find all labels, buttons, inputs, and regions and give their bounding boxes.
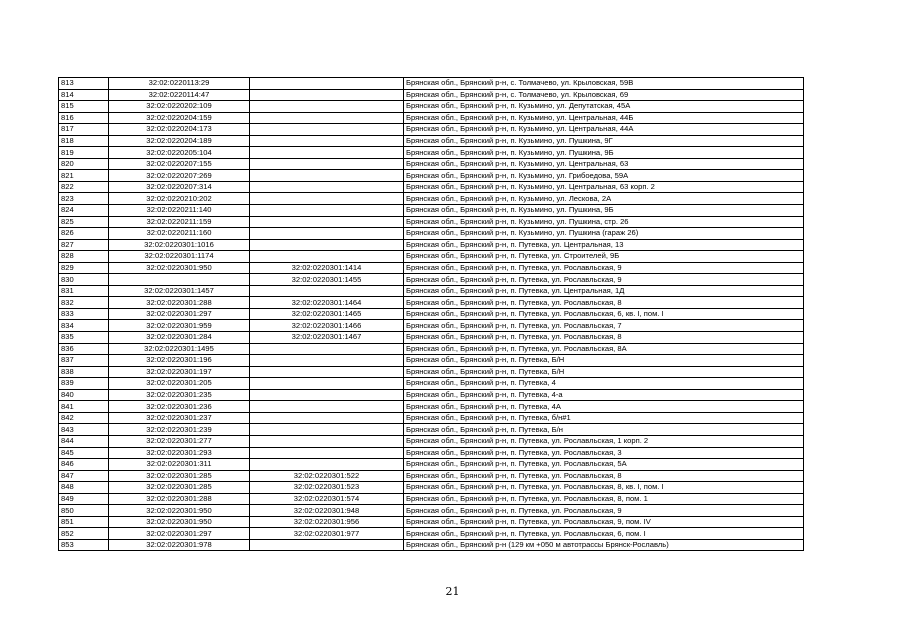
table-row xyxy=(59,181,804,193)
table-row xyxy=(59,539,804,551)
row-number-cell: 828 xyxy=(59,251,109,263)
related-cadastral-number-cell: 32:02:0220301:1464 xyxy=(250,297,404,309)
cadastral-number-cell: 32:02:0220301:196 xyxy=(109,355,250,367)
cadastral-number-cell: 32:02:0220113:29 xyxy=(109,78,250,90)
related-cadastral-number-cell xyxy=(250,216,404,228)
table-row xyxy=(59,482,804,494)
table-row xyxy=(59,101,804,113)
cadastral-number-cell: 32:02:0220301:297 xyxy=(109,528,250,540)
address-cell: Брянская обл., Брянский р-н, п. Кузьмино, ул. Пушкина, стр. 26 xyxy=(404,216,804,228)
cadastral-number-cell: 32:02:0220301:205 xyxy=(109,378,250,390)
table-row xyxy=(59,505,804,517)
address-cell: Брянская обл., Брянский р-н, п. Путевка, ул. Рославльская, 9 xyxy=(404,505,804,517)
row-number-cell: 819 xyxy=(59,147,109,159)
row-number-cell: 839 xyxy=(59,378,109,390)
table-row xyxy=(59,89,804,101)
cadastral-number-cell: 32:02:0220202:109 xyxy=(109,101,250,113)
address-cell: Брянская обл., Брянский р-н, п. Кузьмино, ул. Пушкина, 9Б xyxy=(404,205,804,217)
address-cell: Брянская обл., Брянский р-н, п. Путевка, ул. Рославльская, 8 xyxy=(404,297,804,309)
related-cadastral-number-cell xyxy=(250,378,404,390)
cadastral-number-cell: 32:02:0220204:159 xyxy=(109,112,250,124)
row-number-cell: 838 xyxy=(59,366,109,378)
related-cadastral-number-cell xyxy=(250,412,404,424)
row-number-cell: 814 xyxy=(59,89,109,101)
address-cell: Брянская обл., Брянский р-н, п. Кузьмино, ул. Центральная, 44Б xyxy=(404,112,804,124)
cadastral-number-cell: 32:02:0220205:104 xyxy=(109,147,250,159)
row-number-cell: 841 xyxy=(59,401,109,413)
related-cadastral-number-cell xyxy=(250,181,404,193)
row-number-cell: 825 xyxy=(59,216,109,228)
cadastral-number-cell: 32:02:0220204:173 xyxy=(109,124,250,136)
row-number-cell: 849 xyxy=(59,493,109,505)
address-cell: Брянская обл., Брянский р-н, п. Кузьмино, ул. Центральная, 63 корп. 2 xyxy=(404,181,804,193)
related-cadastral-number-cell: 32:02:0220301:1465 xyxy=(250,308,404,320)
address-cell: Брянская обл., Брянский р-н, п. Путевка, ул. Центральная, 13 xyxy=(404,239,804,251)
related-cadastral-number-cell xyxy=(250,424,404,436)
related-cadastral-number-cell: 32:02:0220301:1467 xyxy=(250,332,404,344)
cadastral-number-cell: 32:02:0220301:285 xyxy=(109,482,250,494)
address-cell: Брянская обл., Брянский р-н, п. Путевка, 4 xyxy=(404,378,804,390)
related-cadastral-number-cell xyxy=(250,251,404,263)
table-row xyxy=(59,332,804,344)
related-cadastral-number-cell xyxy=(250,124,404,136)
address-cell: Брянская обл., Брянский р-н, п. Путевка, ул. Рославльская, 7 xyxy=(404,320,804,332)
row-number-cell: 832 xyxy=(59,297,109,309)
related-cadastral-number-cell xyxy=(250,158,404,170)
row-number-cell: 846 xyxy=(59,459,109,471)
table-row xyxy=(59,274,804,286)
table-row xyxy=(59,389,804,401)
cadastral-number-cell: 32:02:0220211:159 xyxy=(109,216,250,228)
address-cell: Брянская обл., Брянский р-н, п. Путевка, ул. Рославльская, 8А xyxy=(404,343,804,355)
cadastral-number-cell: 32:02:0220301:1457 xyxy=(109,285,250,297)
related-cadastral-number-cell xyxy=(250,435,404,447)
cadastral-number-cell: 32:02:0220301:197 xyxy=(109,366,250,378)
related-cadastral-number-cell: 32:02:0220301:1414 xyxy=(250,262,404,274)
cadastral-number-cell: 32:02:0220301:235 xyxy=(109,389,250,401)
table-row xyxy=(59,135,804,147)
related-cadastral-number-cell xyxy=(250,355,404,367)
related-cadastral-number-cell xyxy=(250,239,404,251)
table-row xyxy=(59,147,804,159)
table-row xyxy=(59,193,804,205)
address-cell: Брянская обл., Брянский р-н, п. Путевка, б/н#1 xyxy=(404,412,804,424)
row-number-cell: 830 xyxy=(59,274,109,286)
row-number-cell: 833 xyxy=(59,308,109,320)
table-row xyxy=(59,516,804,528)
table-row xyxy=(59,493,804,505)
row-number-cell: 837 xyxy=(59,355,109,367)
table-row xyxy=(59,308,804,320)
cadastral-number-cell: 32:02:0220301:288 xyxy=(109,493,250,505)
related-cadastral-number-cell xyxy=(250,447,404,459)
cadastral-number-cell: 32:02:0220301:959 xyxy=(109,320,250,332)
registry-table xyxy=(58,77,804,551)
row-number-cell: 840 xyxy=(59,389,109,401)
registry-table-body xyxy=(59,78,804,551)
cadastral-number-cell: 32:02:0220301:950 xyxy=(109,262,250,274)
cadastral-number-cell: 32:02:0220301:284 xyxy=(109,332,250,344)
address-cell: Брянская обл., Брянский р-н, п. Путевка, ул. Строителей, 9Б xyxy=(404,251,804,263)
table-row xyxy=(59,401,804,413)
address-cell: Брянская обл., Брянский р-н, п. Путевка, ул. Рославльская, 3 xyxy=(404,447,804,459)
table-row xyxy=(59,216,804,228)
address-cell: Брянская обл., Брянский р-н, п. Путевка, ул. Рославльская, 6, кв. I, пом. I xyxy=(404,308,804,320)
address-cell: Брянская обл., Брянский р-н, с. Толмачево, ул. Крыловская, 69 xyxy=(404,89,804,101)
cadastral-number-cell: 32:02:0220211:160 xyxy=(109,228,250,240)
row-number-cell: 821 xyxy=(59,170,109,182)
related-cadastral-number-cell xyxy=(250,366,404,378)
table-row xyxy=(59,343,804,355)
cadastral-number-cell: 32:02:0220301:285 xyxy=(109,470,250,482)
cadastral-number-cell: 32:02:0220207:155 xyxy=(109,158,250,170)
address-cell: Брянская обл., Брянский р-н, п. Путевка, ул. Центральная, 1Д xyxy=(404,285,804,297)
address-cell: Брянская обл., Брянский р-н, п. Кузьмино, ул. Пушкина, 9Г xyxy=(404,135,804,147)
row-number-cell: 816 xyxy=(59,112,109,124)
row-number-cell: 815 xyxy=(59,101,109,113)
table-row xyxy=(59,124,804,136)
cadastral-number-cell: 32:02:0220114:47 xyxy=(109,89,250,101)
cadastral-number-cell xyxy=(109,274,250,286)
table-row xyxy=(59,297,804,309)
table-row xyxy=(59,459,804,471)
related-cadastral-number-cell xyxy=(250,147,404,159)
cadastral-number-cell: 32:02:0220301:950 xyxy=(109,516,250,528)
row-number-cell: 829 xyxy=(59,262,109,274)
table-row xyxy=(59,320,804,332)
related-cadastral-number-cell xyxy=(250,389,404,401)
cadastral-number-cell: 32:02:0220301:1016 xyxy=(109,239,250,251)
table-row xyxy=(59,228,804,240)
address-cell: Брянская обл., Брянский р-н, п. Кузьмино, ул. Центральная, 44А xyxy=(404,124,804,136)
cadastral-number-cell: 32:02:0220301:293 xyxy=(109,447,250,459)
related-cadastral-number-cell xyxy=(250,228,404,240)
row-number-cell: 831 xyxy=(59,285,109,297)
related-cadastral-number-cell xyxy=(250,539,404,551)
address-cell: Брянская обл., Брянский р-н, с. Толмачево, ул. Крыловская, 59В xyxy=(404,78,804,90)
address-cell: Брянская обл., Брянский р-н, п. Кузьмино, ул. Грибоедова, 59А xyxy=(404,170,804,182)
address-cell: Брянская обл., Брянский р-н, п. Путевка, ул. Рославльская, 8, кв. I, пом. I xyxy=(404,482,804,494)
related-cadastral-number-cell xyxy=(250,343,404,355)
address-cell: Брянская обл., Брянский р-н, п. Кузьмино, ул. Депутатская, 45А xyxy=(404,101,804,113)
cadastral-number-cell: 32:02:0220301:237 xyxy=(109,412,250,424)
address-cell: Брянская обл., Брянский р-н, п. Путевка, ул. Рославльская, 8, пом. 1 xyxy=(404,493,804,505)
page-number: 21 xyxy=(445,585,460,598)
cadastral-number-cell: 32:02:0220207:314 xyxy=(109,181,250,193)
table-row xyxy=(59,239,804,251)
cadastral-number-cell: 32:02:0220301:311 xyxy=(109,459,250,471)
table-row xyxy=(59,78,804,90)
address-cell: Брянская обл., Брянский р-н, п. Кузьмино, ул. Лескова, 2А xyxy=(404,193,804,205)
cadastral-number-cell: 32:02:0220301:277 xyxy=(109,435,250,447)
cadastral-number-cell: 32:02:0220204:189 xyxy=(109,135,250,147)
row-number-cell: 818 xyxy=(59,135,109,147)
related-cadastral-number-cell xyxy=(250,459,404,471)
row-number-cell: 824 xyxy=(59,205,109,217)
related-cadastral-number-cell: 32:02:0220301:1466 xyxy=(250,320,404,332)
row-number-cell: 851 xyxy=(59,516,109,528)
address-cell: Брянская обл., Брянский р-н, п. Кузьмино, ул. Пушкина, 9Б xyxy=(404,147,804,159)
row-number-cell: 822 xyxy=(59,181,109,193)
related-cadastral-number-cell xyxy=(250,101,404,113)
address-cell: Брянская обл., Брянский р-н, п. Путевка, Б/Н xyxy=(404,355,804,367)
address-cell: Брянская обл., Брянский р-н, п. Кузьмино, ул. Пушкина (гараж 26) xyxy=(404,228,804,240)
row-number-cell: 820 xyxy=(59,158,109,170)
table-row xyxy=(59,447,804,459)
related-cadastral-number-cell: 32:02:0220301:948 xyxy=(250,505,404,517)
table-row xyxy=(59,170,804,182)
address-cell: Брянская обл., Брянский р-н, п. Путевка, ул. Рославльская, 5А xyxy=(404,459,804,471)
table-row xyxy=(59,412,804,424)
address-cell: Брянская обл., Брянский р-н, п. Путевка, Б/Н xyxy=(404,366,804,378)
row-number-cell: 845 xyxy=(59,447,109,459)
related-cadastral-number-cell xyxy=(250,205,404,217)
row-number-cell: 847 xyxy=(59,470,109,482)
address-cell: Брянская обл., Брянский р-н, п. Путевка, 4А xyxy=(404,401,804,413)
row-number-cell: 850 xyxy=(59,505,109,517)
table-row xyxy=(59,470,804,482)
related-cadastral-number-cell: 32:02:0220301:977 xyxy=(250,528,404,540)
table-row xyxy=(59,435,804,447)
cadastral-number-cell: 32:02:0220210:202 xyxy=(109,193,250,205)
row-number-cell: 826 xyxy=(59,228,109,240)
address-cell: Брянская обл., Брянский р-н, п. Путевка, ул. Рославльская, 1 корп. 2 xyxy=(404,435,804,447)
related-cadastral-number-cell xyxy=(250,135,404,147)
address-cell: Брянская обл., Брянский р-н, п. Путевка, ул. Рославльская, 8 xyxy=(404,470,804,482)
row-number-cell: 843 xyxy=(59,424,109,436)
row-number-cell: 813 xyxy=(59,78,109,90)
cadastral-number-cell: 32:02:0220211:140 xyxy=(109,205,250,217)
row-number-cell: 844 xyxy=(59,435,109,447)
related-cadastral-number-cell: 32:02:0220301:574 xyxy=(250,493,404,505)
row-number-cell: 835 xyxy=(59,332,109,344)
address-cell: Брянская обл., Брянский р-н, п. Кузьмино, ул. Центральная, 63 xyxy=(404,158,804,170)
row-number-cell: 836 xyxy=(59,343,109,355)
related-cadastral-number-cell: 32:02:0220301:523 xyxy=(250,482,404,494)
cadastral-number-cell: 32:02:0220301:239 xyxy=(109,424,250,436)
address-cell: Брянская обл., Брянский р-н, п. Путевка, ул. Рославльская, 9, пом. IV xyxy=(404,516,804,528)
table-row xyxy=(59,378,804,390)
related-cadastral-number-cell xyxy=(250,401,404,413)
table-row xyxy=(59,251,804,263)
cadastral-number-cell: 32:02:0220301:288 xyxy=(109,297,250,309)
address-cell: Брянская обл., Брянский р-н, п. Путевка, ул. Рославльская, 6, пом. I xyxy=(404,528,804,540)
related-cadastral-number-cell: 32:02:0220301:1455 xyxy=(250,274,404,286)
related-cadastral-number-cell: 32:02:0220301:522 xyxy=(250,470,404,482)
cadastral-number-cell: 32:02:0220301:297 xyxy=(109,308,250,320)
table-row xyxy=(59,285,804,297)
related-cadastral-number-cell: 32:02:0220301:956 xyxy=(250,516,404,528)
address-cell: Брянская обл., Брянский р-н, п. Путевка, 4-а xyxy=(404,389,804,401)
cadastral-number-cell: 32:02:0220301:1495 xyxy=(109,343,250,355)
row-number-cell: 842 xyxy=(59,412,109,424)
table-row xyxy=(59,424,804,436)
related-cadastral-number-cell xyxy=(250,285,404,297)
address-cell: Брянская обл., Брянский р-н, п. Путевка, ул. Рославльская, 9 xyxy=(404,274,804,286)
related-cadastral-number-cell xyxy=(250,78,404,90)
related-cadastral-number-cell xyxy=(250,89,404,101)
row-number-cell: 853 xyxy=(59,539,109,551)
table-row xyxy=(59,158,804,170)
cadastral-number-cell: 32:02:0220207:269 xyxy=(109,170,250,182)
related-cadastral-number-cell xyxy=(250,112,404,124)
table-row xyxy=(59,205,804,217)
related-cadastral-number-cell xyxy=(250,193,404,205)
row-number-cell: 852 xyxy=(59,528,109,540)
cadastral-number-cell: 32:02:0220301:236 xyxy=(109,401,250,413)
row-number-cell: 817 xyxy=(59,124,109,136)
table-row xyxy=(59,112,804,124)
table-row xyxy=(59,366,804,378)
address-cell: Брянская обл., Брянский р-н (129 км +050 м автотрассы Брянск-Рославль) xyxy=(404,539,804,551)
table-row xyxy=(59,528,804,540)
related-cadastral-number-cell xyxy=(250,170,404,182)
cadastral-number-cell: 32:02:0220301:978 xyxy=(109,539,250,551)
cadastral-number-cell: 32:02:0220301:950 xyxy=(109,505,250,517)
row-number-cell: 823 xyxy=(59,193,109,205)
cadastral-number-cell: 32:02:0220301:1174 xyxy=(109,251,250,263)
row-number-cell: 827 xyxy=(59,239,109,251)
row-number-cell: 848 xyxy=(59,482,109,494)
table-row xyxy=(59,262,804,274)
table-row xyxy=(59,355,804,367)
address-cell: Брянская обл., Брянский р-н, п. Путевка, ул. Рославльская, 8 xyxy=(404,332,804,344)
address-cell: Брянская обл., Брянский р-н, п. Путевка, Б/н xyxy=(404,424,804,436)
row-number-cell: 834 xyxy=(59,320,109,332)
address-cell: Брянская обл., Брянский р-н, п. Путевка, ул. Рославльская, 9 xyxy=(404,262,804,274)
